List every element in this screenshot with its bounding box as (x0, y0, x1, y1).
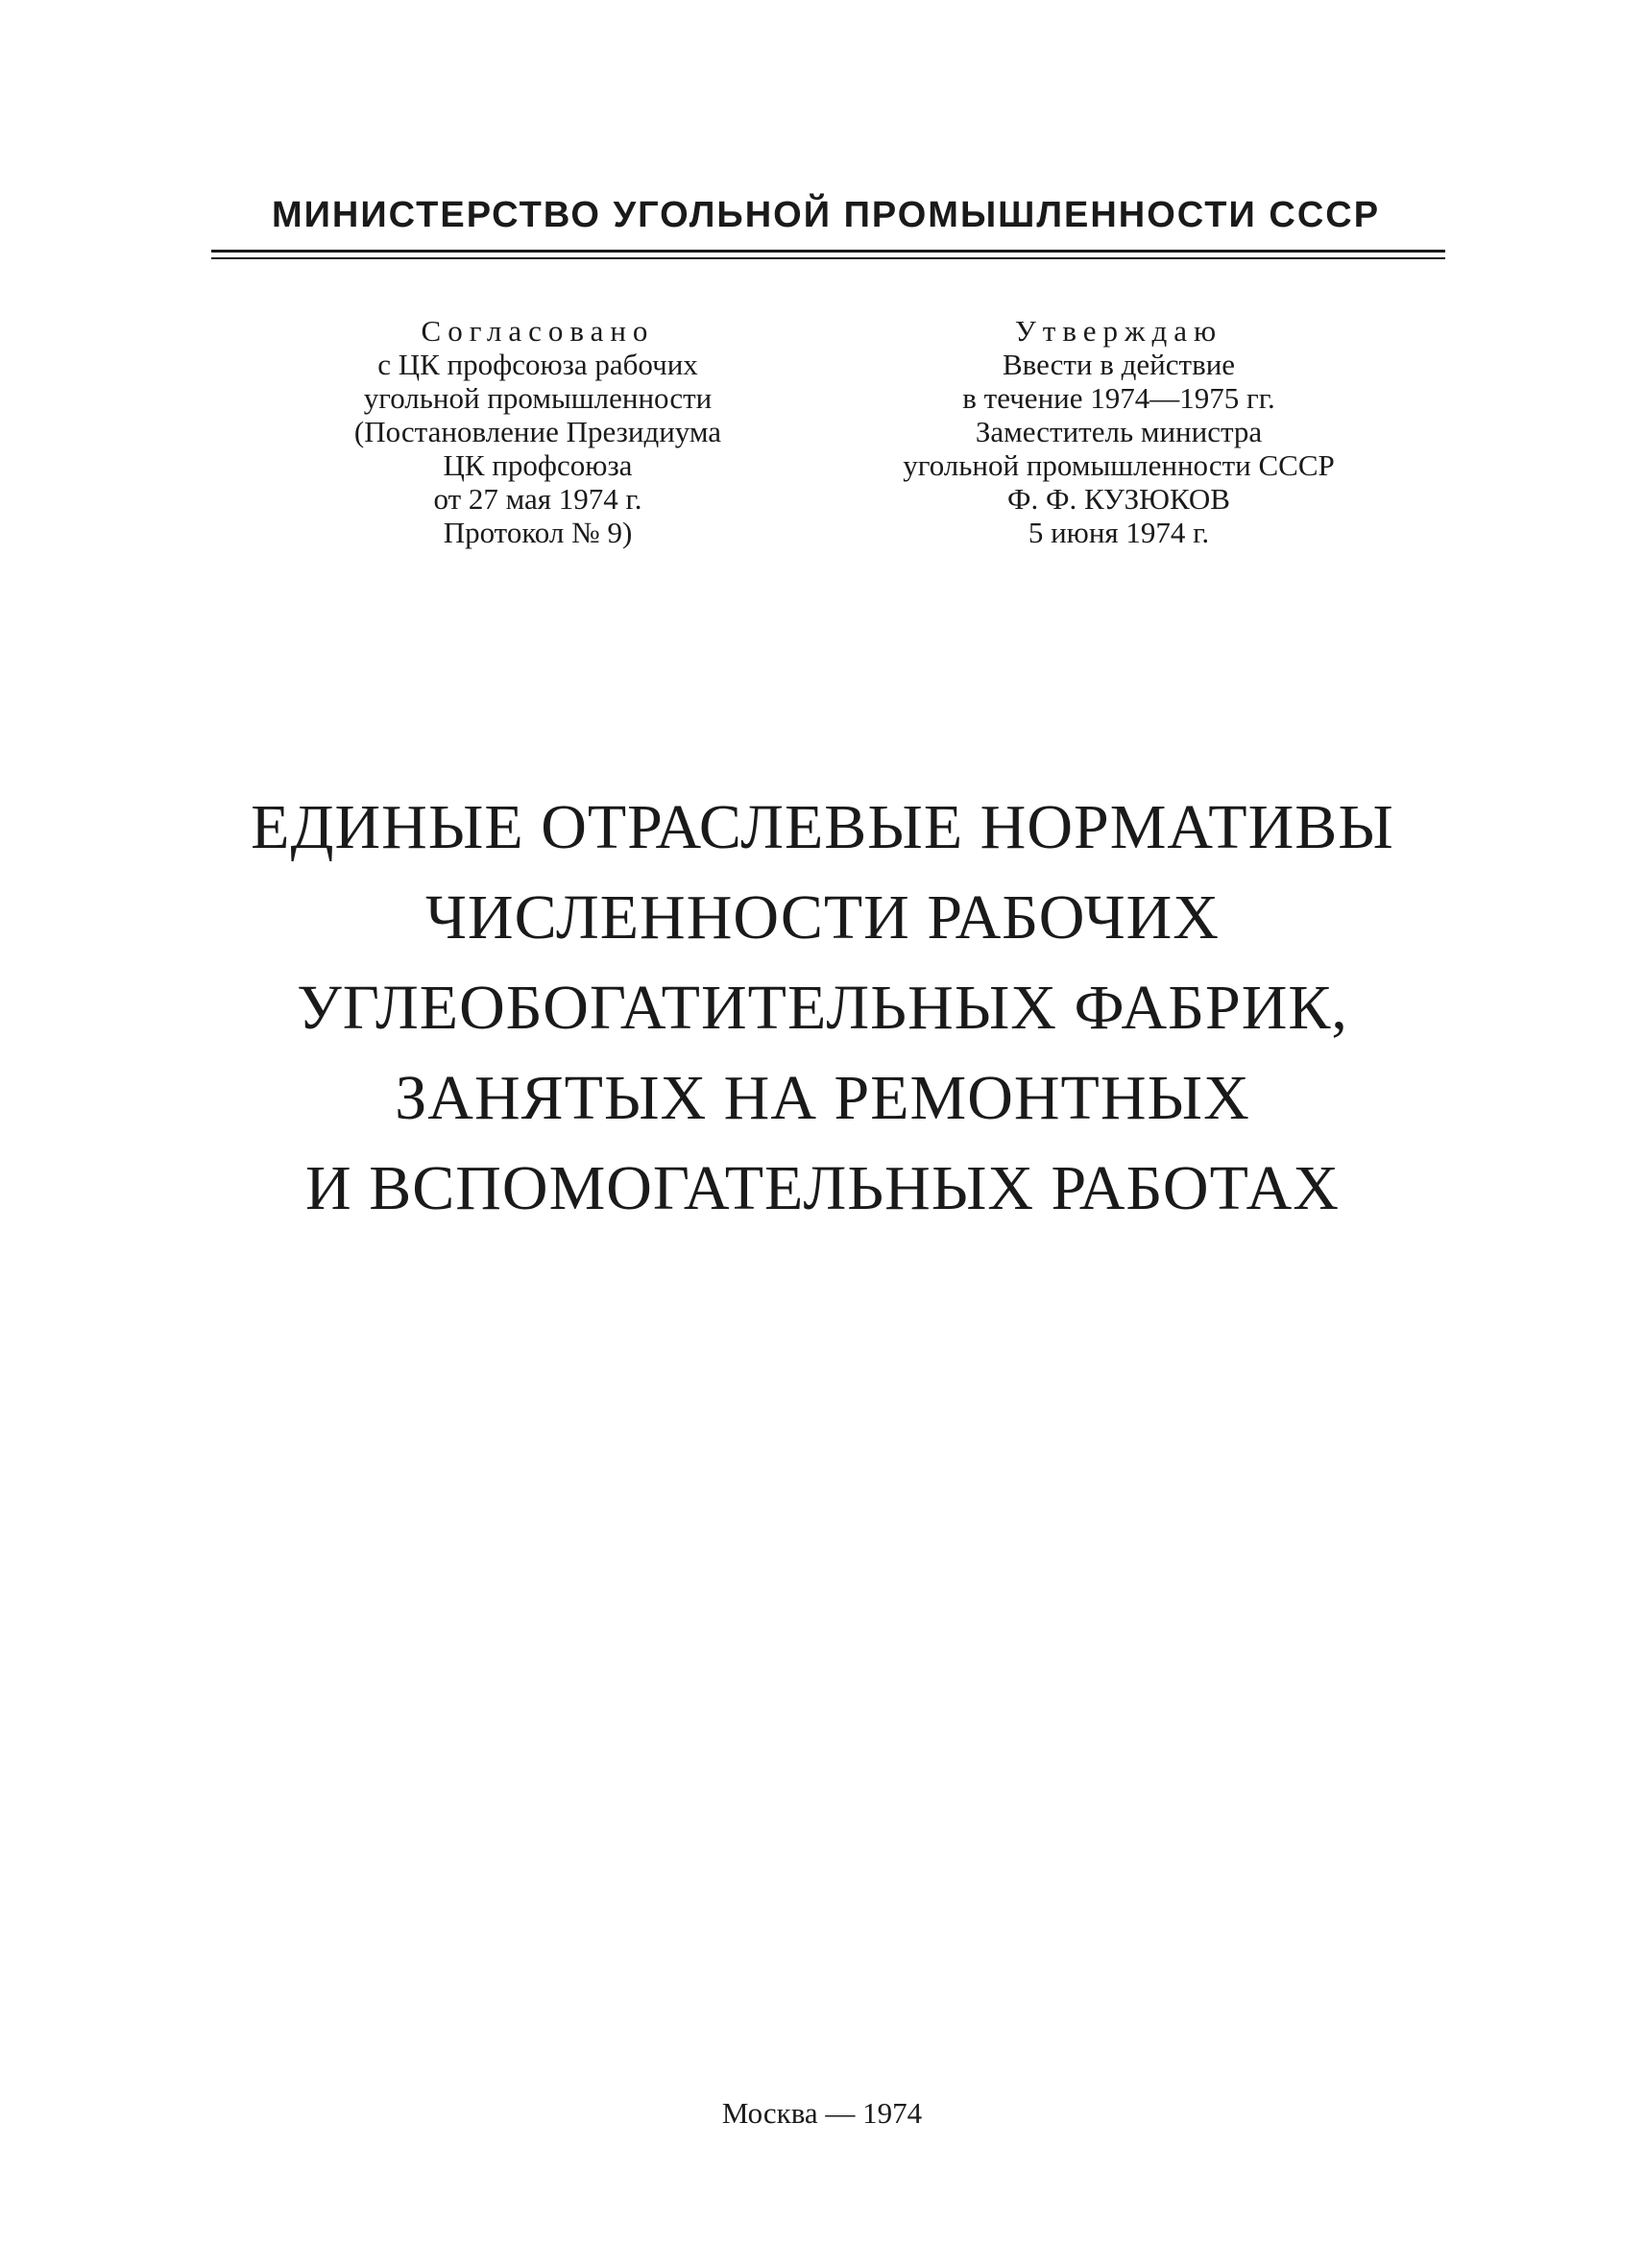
approval-right-heading: Утверждаю (1014, 314, 1223, 348)
approval-right-block (850, 314, 1388, 549)
approval-left-line: ЦК профсоюза (443, 448, 633, 482)
title-line: УГЛЕОБОГАТИТЕЛЬНЫХ ФАБРИК, (297, 973, 1348, 1043)
document-title (144, 783, 1501, 1234)
approval-left-line: (Постановление Президиума (353, 415, 722, 448)
title-line: ЗАНЯТЫХ НА РЕМОНТНЫХ (395, 1063, 1250, 1133)
title-line: И ВСПОМОГАТЕЛЬНЫХ РАБОТАХ (305, 1153, 1340, 1223)
header-rule-bottom (211, 257, 1445, 259)
title-line: ЕДИНЫЕ ОТРАСЛЕВЫЕ НОРМАТИВЫ (251, 792, 1394, 862)
approval-left-line: Протокол № 9) (443, 516, 633, 549)
approval-left-heading: Согласовано (421, 314, 655, 348)
header-rule-top (211, 250, 1445, 253)
approval-right-line: угольной промышленности СССР (903, 448, 1335, 482)
ministry-header: МИНИСТЕРСТВО УГОЛЬНОЙ ПРОМЫШЛЕННОСТИ СССР (271, 195, 1381, 235)
approval-left-line: от 27 мая 1974 г. (433, 482, 642, 516)
title-line: ЧИСЛЕННОСТИ РАБОЧИХ (425, 882, 1220, 953)
approval-right-line: 5 июня 1974 г. (1028, 516, 1210, 549)
approval-left-line: с ЦК профсоюза рабочих (377, 348, 698, 381)
imprint-place-year: Москва — 1974 (721, 2096, 923, 2130)
approval-left-block (278, 314, 797, 549)
approval-right-line: Ф. Ф. КУЗЮКОВ (1007, 482, 1230, 516)
approval-right-line: Ввести в действие (1002, 348, 1236, 381)
approval-left-line: угольной промышленности (363, 381, 713, 415)
approval-right-line: в течение 1974—1975 гг. (962, 381, 1275, 415)
approval-right-line: Заместитель министра (975, 415, 1263, 448)
